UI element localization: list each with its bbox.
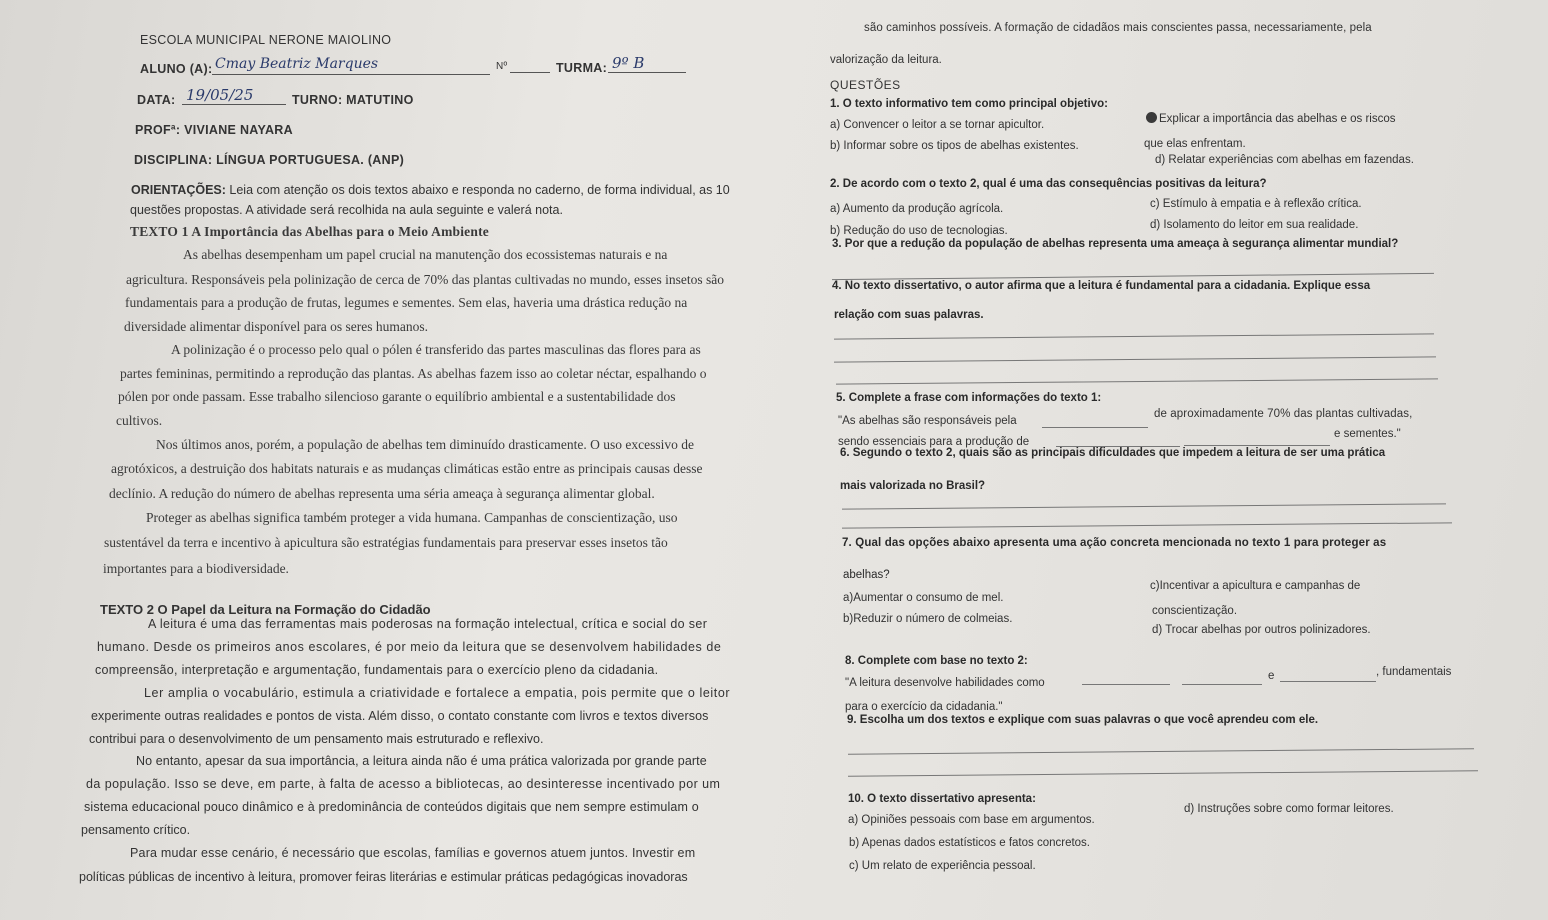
- texto1-line: cultivos.: [116, 413, 163, 428]
- q8-blank-3[interactable]: [1280, 681, 1376, 682]
- turma-value: 9º B: [612, 54, 645, 72]
- texto1-line: Nos últimos anos, porém, a população de abelhas tem diminuído drasticamente. O uso excessivo de: [156, 437, 694, 452]
- turma-line: [608, 72, 686, 73]
- q10-option-b: b) Apenas dados estatísticos e fatos concretos.: [849, 837, 1091, 849]
- q7-option-a: a)Aumentar o consumo de mel.: [843, 592, 1004, 604]
- question-7: 7. Qual das opções abaixo apresenta uma ação concreta mencionada no texto 1 para proteger as: [842, 537, 1387, 549]
- q9-answer-line[interactable]: [848, 770, 1478, 776]
- texto2-line: No entanto, apesar da sua importância, a leitura ainda não é uma prática valorizada por grande parte: [136, 754, 707, 768]
- texto1-line: sustentável da terra e incentivo à apicultura são estratégias fundamentais para preservar esses insetos tão: [104, 535, 668, 550]
- q1-option-b: b) Informar sobre os tipos de abelhas existentes.: [830, 140, 1079, 152]
- disciplina: DISCIPLINA: LÍNGUA PORTUGUESA. (ANP): [134, 153, 405, 167]
- texto1-line: pólen por onde passam. Esse trabalho silencioso garante o equilíbrio ambiental e a sustentabilidade dos: [118, 389, 676, 404]
- texto2-line: contribui para o desenvolvimento de um pensamento mais estruturado e reflexivo.: [89, 732, 544, 746]
- q9-answer-line[interactable]: [848, 748, 1474, 754]
- texto1-line: importantes para a biodiversidade.: [103, 561, 289, 576]
- q1-option-d: d) Relatar experiências com abelhas em fazendas.: [1155, 154, 1414, 166]
- data-line: [182, 104, 286, 105]
- data-value: 19/05/25: [186, 86, 254, 104]
- q5-sentence-part3: sendo essenciais para a produção de: [838, 436, 1030, 448]
- question-6-cont: mais valorizada no Brasil?: [840, 480, 986, 492]
- q4-answer-line[interactable]: [834, 356, 1436, 362]
- q10-option-a: a) Opiniões pessoais com base em argumentos.: [848, 814, 1095, 826]
- q10-option-c: c) Um relato de experiência pessoal.: [849, 860, 1036, 872]
- texto2-line: compreensão, interpretação e argumentação, fundamentais para o exercício pleno da cidadania.: [95, 663, 659, 677]
- texto2-line: sistema educacional pouco dinâmico e à predominância de conteúdos digitais que nem sempre estimulam o: [84, 800, 699, 814]
- q8-blank-2[interactable]: [1182, 684, 1262, 685]
- question-5: 5. Complete a frase com informações do texto 1:: [836, 392, 1102, 404]
- texto2-line: Para mudar esse cenário, é necessário que escolas, famílias e governos atuem juntos. Investir em: [130, 846, 696, 860]
- q7-option-b: b)Reduzir o número de colmeias.: [843, 613, 1013, 625]
- texto2-line: experimente outras realidades e pontos de vista. Além disso, o contato constante com livros e textos diversos: [91, 709, 709, 723]
- question-2: 2. De acordo com o texto 2, qual é uma das consequências positivas da leitura?: [830, 178, 1267, 190]
- q7-option-c: c)Incentivar a apicultura e campanhas de: [1150, 580, 1361, 592]
- orientacoes-label: ORIENTAÇÕES:: [131, 183, 226, 197]
- q10-option-d: d) Instruções sobre como formar leitores.: [1184, 803, 1394, 815]
- turma-label: TURMA:: [556, 61, 608, 75]
- q2-option-b: b) Redução do uso de tecnologias.: [830, 225, 1008, 237]
- q8-sentence-part1: "A leitura desenvolve habilidades como: [845, 677, 1045, 689]
- texto1-line: agricultura. Responsáveis pela polinização de cerca de 70% das plantas cultivadas no mundo, esses insetos são: [126, 272, 724, 287]
- q6-answer-line[interactable]: [842, 503, 1446, 509]
- q4-answer-line[interactable]: [834, 333, 1434, 339]
- question-7-cont: abelhas?: [843, 569, 890, 581]
- q1-option-c-text: Explicar a importância das abelhas e os riscos: [1159, 113, 1396, 125]
- texto2-line: políticas públicas de incentivo à leitura, promover feiras literárias e estimular práticas pedagógicas inovadoras: [79, 870, 688, 884]
- texto1-line: diversidade alimentar disponível para os seres humanos.: [124, 319, 429, 334]
- q4-answer-line[interactable]: [836, 378, 1438, 384]
- texto1-line: fundamentais para a produção de frutas, legumes e sementes. Sem elas, haveria uma drástica redução na: [125, 295, 688, 310]
- num-label: Nº: [496, 61, 508, 72]
- texto2-line: da população. Isso se deve, em parte, à falta de acesso a bibliotecas, ao desinteresse incentivado por um: [86, 777, 721, 791]
- q5-sentence-part1: "As abelhas são responsáveis pela: [838, 415, 1017, 427]
- texto2-title: TEXTO 2 O Papel da Leitura na Formação do Cidadão: [100, 602, 431, 617]
- texto1-title: TEXTO 1 A Importância das Abelhas para o Meio Ambiente: [130, 224, 489, 239]
- texto2-line: A leitura é uma das ferramentas mais poderosas na formação intelectual, crítica e social do ser: [148, 617, 708, 631]
- turno: TURNO: MATUTINO: [292, 93, 414, 107]
- q6-answer-line[interactable]: [842, 522, 1452, 528]
- question-10: 10. O texto dissertativo apresenta:: [848, 793, 1036, 805]
- selected-mark-icon: [1146, 112, 1157, 123]
- texto1-line: Proteger as abelhas significa também proteger a vida humana. Campanhas de conscientização, uso: [146, 510, 678, 525]
- professor: PROFª: VIVIANE NAYARA: [135, 123, 293, 137]
- orientacoes-text: Leia com atenção os dois textos abaixo e responda no caderno, de forma individual, as 10: [225, 183, 730, 197]
- school-name: ESCOLA MUNICIPAL NERONE MAIOLINO: [140, 33, 392, 47]
- question-3: 3. Por que a redução da população de abelhas representa uma ameaça à segurança alimentar mundial?: [832, 238, 1399, 250]
- q1-option-c: [1146, 112, 1396, 125]
- q5-blank-1[interactable]: [1042, 427, 1148, 428]
- num-line: [510, 72, 550, 73]
- texto1-line: declínio. A redução do número de abelhas representa uma séria ameaça à segurança alimentar global.: [109, 486, 655, 501]
- q5-sentence-end: e sementes.": [1334, 428, 1401, 440]
- q2-option-d: d) Isolamento do leitor em sua realidade.: [1150, 219, 1359, 231]
- q5-blank-3[interactable]: [1184, 445, 1330, 446]
- aluno-value: Cmay Beatriz Marques: [215, 56, 379, 72]
- orientacoes-line2: questões propostas. A atividade será recolhida na aula seguinte e valerá nota.: [130, 203, 563, 217]
- question-8: 8. Complete com base no texto 2:: [845, 655, 1028, 667]
- question-4-cont: relação com suas palavras.: [834, 309, 984, 321]
- texto2-line: Ler amplia o vocabulário, estimula a criatividade e fortalece a empatia, pois permite que o leitor: [144, 686, 731, 700]
- question-6: 6. Segundo o texto 2, quais são as principais dificuldades que impedem a leitura de ser uma prática: [840, 447, 1386, 459]
- question-4: 4. No texto dissertativo, o autor afirma que a leitura é fundamental para a cidadania. Explique essa: [832, 280, 1371, 292]
- q1-option-a: a) Convencer o leitor a se tornar apicultor.: [830, 119, 1045, 131]
- q8-blank-1[interactable]: [1082, 684, 1170, 685]
- texto2-line: pensamento crítico.: [81, 823, 191, 837]
- data-label: DATA:: [137, 93, 176, 107]
- q8-sentence-end: para o exercício da cidadania.": [845, 701, 1003, 713]
- q2-option-a: a) Aumento da produção agrícola.: [830, 203, 1004, 215]
- orientacoes-line1: [131, 183, 730, 197]
- texto2-line: humano. Desde os primeiros anos escolares, é por meio da leitura que se desenvolvem habilidades de: [97, 640, 722, 654]
- texto1-line: As abelhas desempenham um papel crucial na manutenção dos ecossistemas naturais e na: [183, 247, 668, 262]
- q5-sentence-part2: de aproximadamente 70% das plantas cultivadas,: [1154, 408, 1413, 420]
- question-9: 9. Escolha um dos textos e explique com suas palavras o que você aprendeu com ele.: [847, 714, 1319, 726]
- aluno-label: ALUNO (A):: [140, 62, 213, 76]
- texto2-continuation-end: valorização da leitura.: [830, 54, 942, 66]
- q2-option-c: c) Estímulo à empatia e à reflexão crítica.: [1150, 198, 1362, 210]
- aluno-line: [212, 74, 490, 75]
- q1-option-c-cont: que elas enfrentam.: [1144, 138, 1246, 150]
- questoes-heading: QUESTÕES: [830, 78, 901, 92]
- q8-sentence-part2: , fundamentais: [1376, 666, 1452, 678]
- texto1-line: partes femininas, permitindo a reprodução das plantas. As abelhas fazem isso ao coletar néctar, espalhando o: [120, 366, 707, 381]
- texto1-line: agrotóxicos, a destruição dos habitats naturais e as mudanças climáticas estão entre as principais causas desse: [111, 461, 703, 476]
- question-1: 1. O texto informativo tem como principal objetivo:: [830, 98, 1108, 110]
- texto2-continuation: são caminhos possíveis. A formação de cidadãos mais conscientes passa, necessariamente, pela: [864, 22, 1372, 34]
- q7-option-c-cont: conscientização.: [1152, 605, 1238, 617]
- q7-option-d: d) Trocar abelhas por outros polinizadores.: [1152, 624, 1371, 636]
- q8-conjunction: e: [1268, 670, 1275, 682]
- texto1-line: A polinização é o processo pelo qual o pólen é transferido das partes masculinas das flores para as: [171, 342, 701, 357]
